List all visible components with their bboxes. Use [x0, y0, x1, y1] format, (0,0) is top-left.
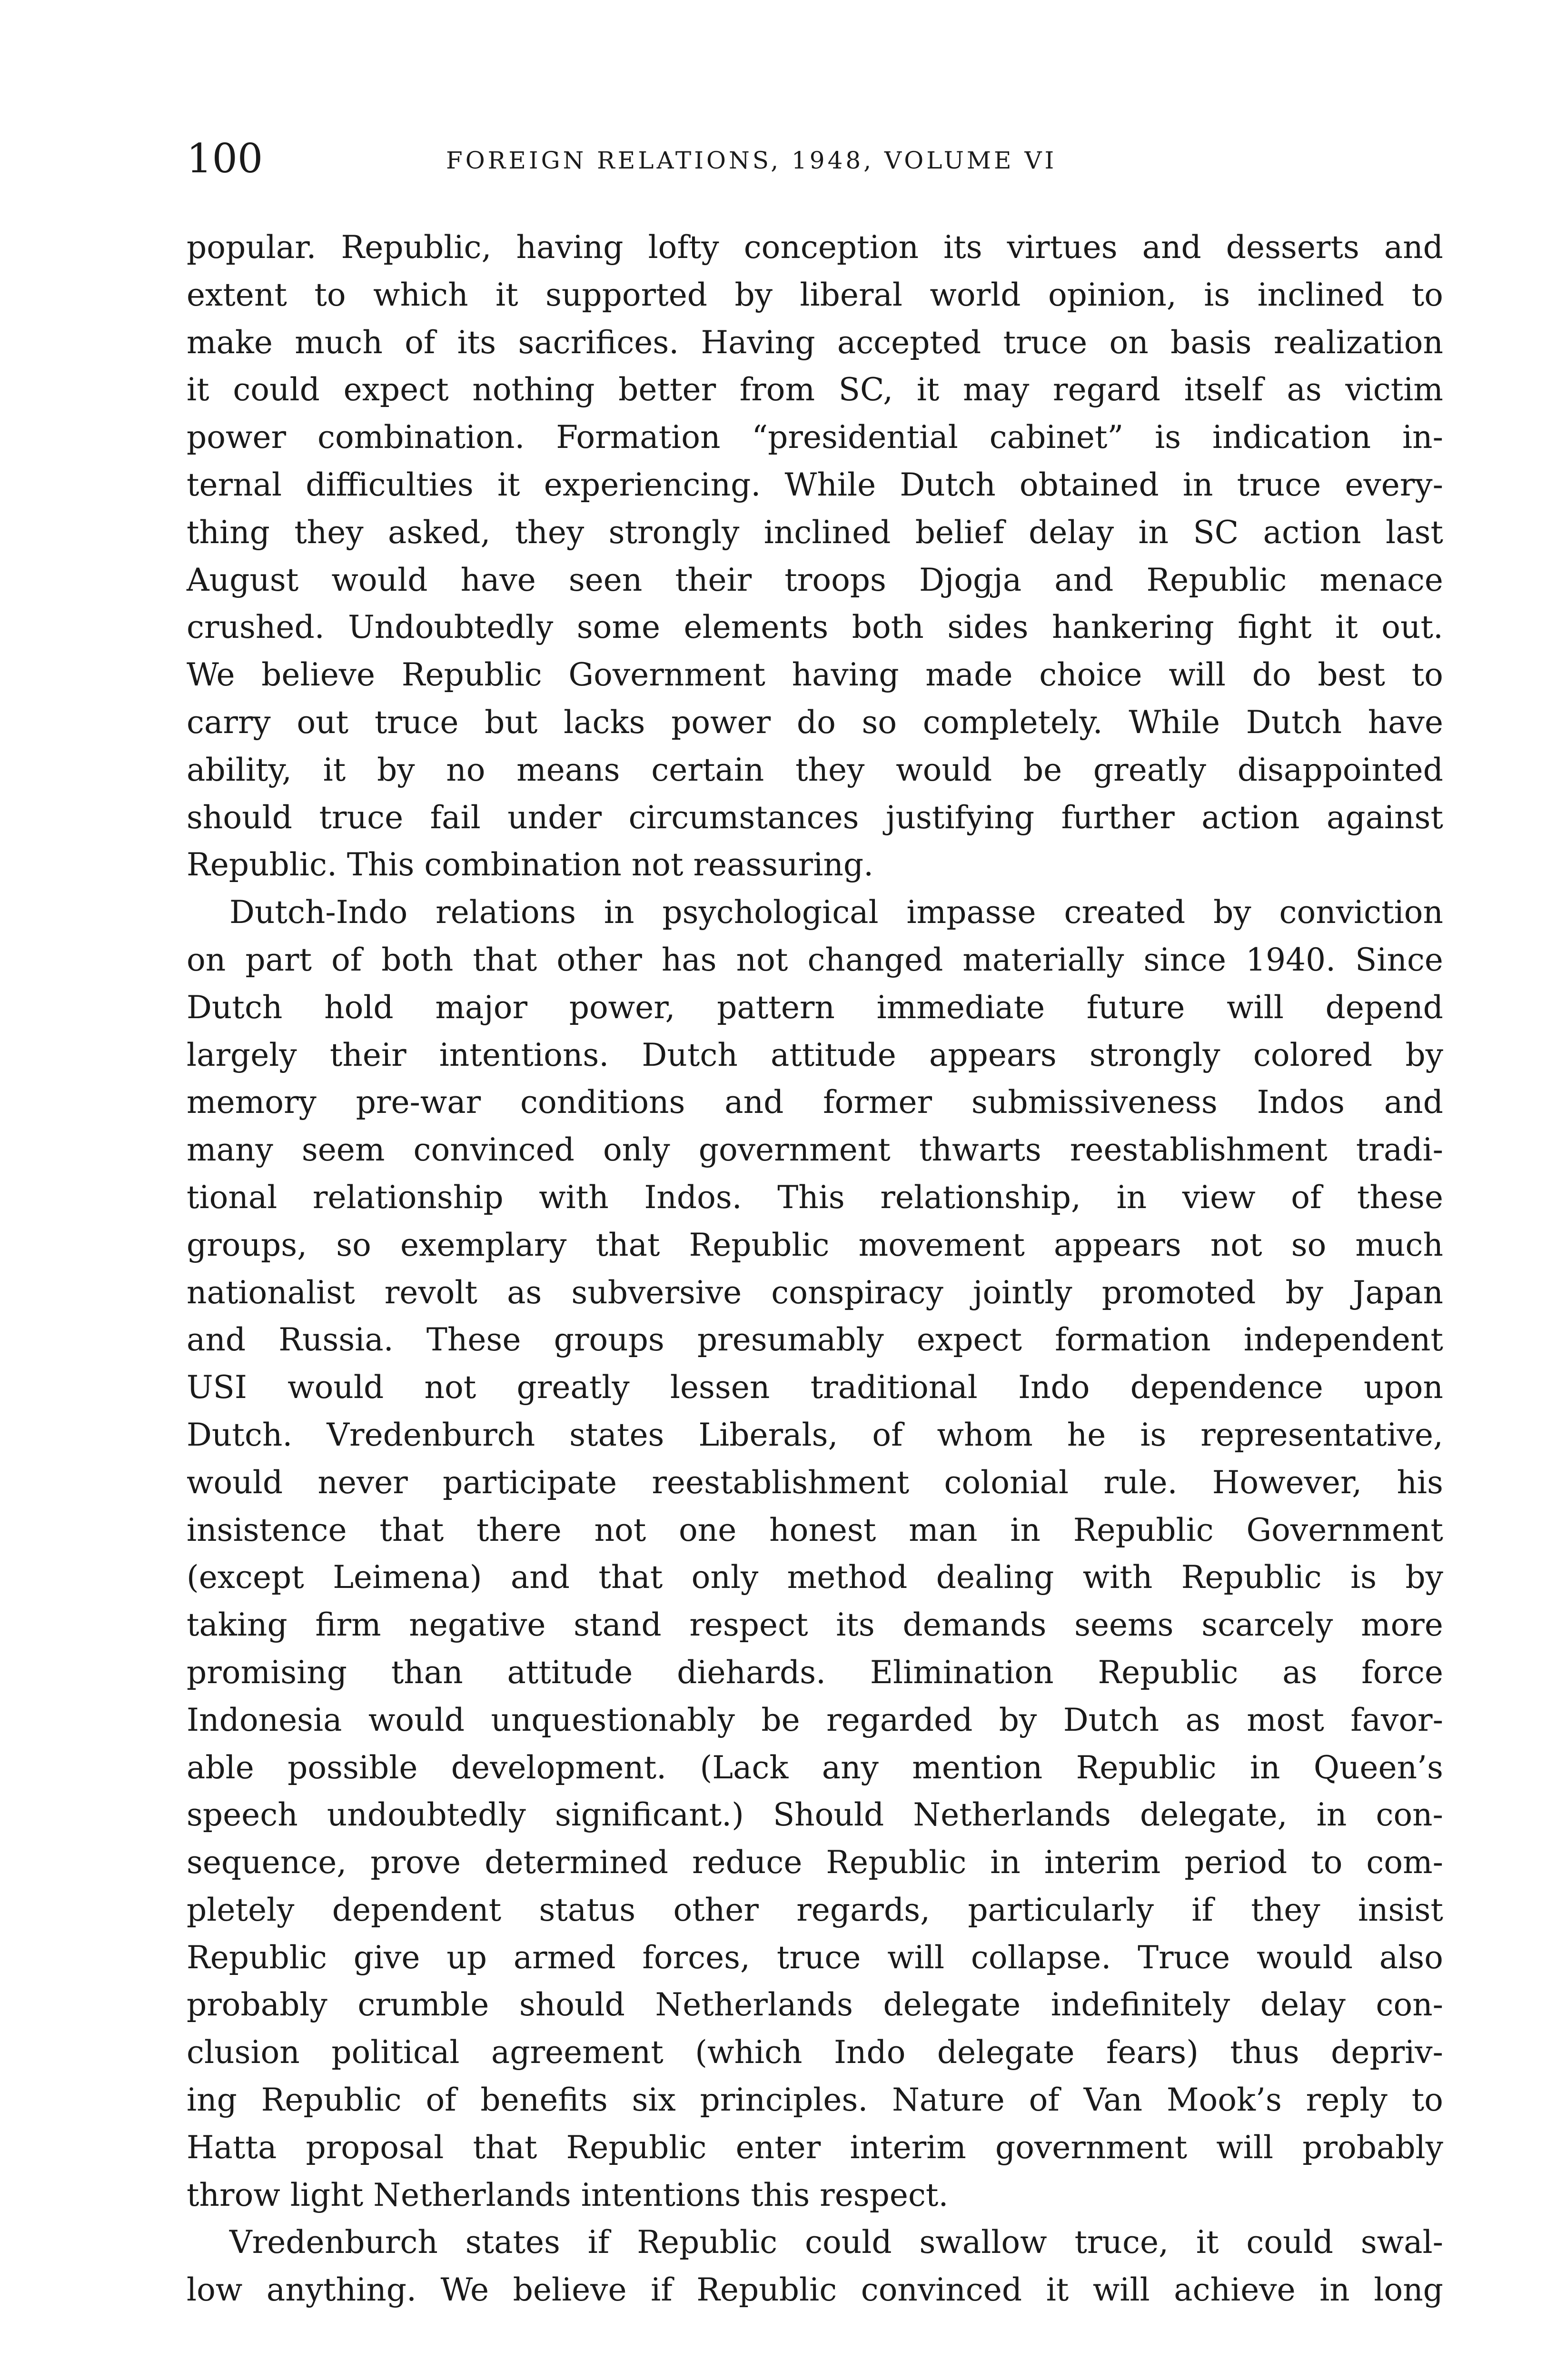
- text-line: crushed. Undoubtedly some elements both sides hankering fight it out.: [187, 609, 1443, 646]
- text-line: nationalist revolt as subversive conspiracy jointly promoted by Japan: [187, 1274, 1443, 1311]
- text-line: tional relationship with Indos. This relationship, in view of these: [187, 1179, 1443, 1216]
- text-line: Indonesia would unquestionably be regarded by Dutch as most favor-: [187, 1701, 1443, 1738]
- text-line: memory pre-war conditions and former submissiveness Indos and: [187, 1084, 1443, 1121]
- text-line: Dutch. Vredenburch states Liberals, of whom he is representative,: [187, 1416, 1443, 1453]
- text-line: USI would not greatly lessen traditional Indo dependence upon: [187, 1369, 1443, 1406]
- text-line: promising than attitude diehards. Elimination Republic as force: [187, 1654, 1443, 1691]
- text-line: clusion political agreement (which Indo delegate fears) thus depriv-: [187, 2034, 1443, 2071]
- text-line: ing Republic of benefits six principles. Nature of Van Mook’s reply to: [187, 2082, 1443, 2119]
- text-line: would never participate reestablishment colonial rule. However, his: [187, 1464, 1443, 1501]
- text-line: Hatta proposal that Republic enter interim government will probably: [187, 2129, 1443, 2166]
- text-line: on part of both that other has not changed materially since 1940. Since: [187, 941, 1443, 978]
- text-line: Republic. This combination not reassuring.: [187, 846, 874, 883]
- text-line: power combination. Formation “presidential cabinet” is indication in-: [187, 419, 1443, 456]
- text-line: popular. Republic, having lofty conception its virtues and desserts and: [187, 229, 1443, 266]
- text-line: carry out truce but lacks power do so completely. While Dutch have: [187, 704, 1443, 741]
- text-line: Vredenburch states if Republic could swallow truce, it could swal-: [229, 2224, 1443, 2261]
- text-line: Dutch hold major power, pattern immediate future will depend: [187, 989, 1443, 1026]
- text-line: groups, so exemplary that Republic movement appears not so much: [187, 1226, 1443, 1263]
- text-line: throw light Netherlands intentions this respect.: [187, 2176, 949, 2213]
- text-line: largely their intentions. Dutch attitude appears strongly colored by: [187, 1036, 1443, 1073]
- text-line: able possible development. (Lack any mention Republic in Queen’s: [187, 1749, 1443, 1786]
- text-line: Republic give up armed forces, truce will collapse. Truce would also: [187, 1939, 1443, 1976]
- running-title: FOREIGN RELATIONS, 1948, VOLUME VI: [446, 147, 1057, 174]
- text-line: many seem convinced only government thwarts reestablishment tradi-: [187, 1131, 1443, 1169]
- running-head: [187, 132, 1443, 185]
- text-line: should truce fail under circumstances justifying further action against: [187, 799, 1443, 836]
- text-line: extent to which it supported by liberal world opinion, is inclined to: [187, 276, 1443, 313]
- text-line: probably crumble should Netherlands delegate indefinitely delay con-: [187, 1986, 1443, 2023]
- text-line: thing they asked, they strongly inclined belief delay in SC action last: [187, 514, 1443, 551]
- paragraph: [187, 224, 1443, 889]
- text-line: it could expect nothing better from SC, it may regard itself as victim: [187, 371, 1443, 408]
- text-line: (except Leimena) and that only method dealing with Republic is by: [187, 1559, 1443, 1596]
- text-line: August would have seen their troops Djogja and Republic menace: [187, 561, 1443, 598]
- text-line: We believe Republic Government having made choice will do best to: [187, 656, 1443, 694]
- page-number: 100: [187, 135, 263, 182]
- paragraph: [187, 889, 1443, 2219]
- paragraph: [187, 2219, 1443, 2314]
- text-line: taking firm negative stand respect its demands seems scarcely more: [187, 1606, 1443, 1644]
- text-line: sequence, prove determined reduce Republic in interim period to com-: [187, 1844, 1443, 1881]
- text-line: and Russia. These groups presumably expect formation independent: [187, 1321, 1443, 1359]
- text-line: insistence that there not one honest man in Republic Government: [187, 1511, 1443, 1548]
- body-text: [187, 224, 1443, 2314]
- text-line: ternal difficulties it experiencing. While Dutch obtained in truce every-: [187, 466, 1443, 503]
- text-line: ability, it by no means certain they would be greatly disappointed: [187, 751, 1443, 788]
- text-line: low anything. We believe if Republic convinced it will achieve in long: [187, 2271, 1443, 2309]
- text-line: make much of its sacrifices. Having accepted truce on basis realization: [187, 324, 1443, 361]
- text-line: speech undoubtedly significant.) Should Netherlands delegate, in con-: [187, 1796, 1443, 1834]
- text-line: Dutch-Indo relations in psychological impasse created by conviction: [229, 894, 1443, 931]
- text-line: pletely dependent status other regards, particularly if they insist: [187, 1891, 1443, 1928]
